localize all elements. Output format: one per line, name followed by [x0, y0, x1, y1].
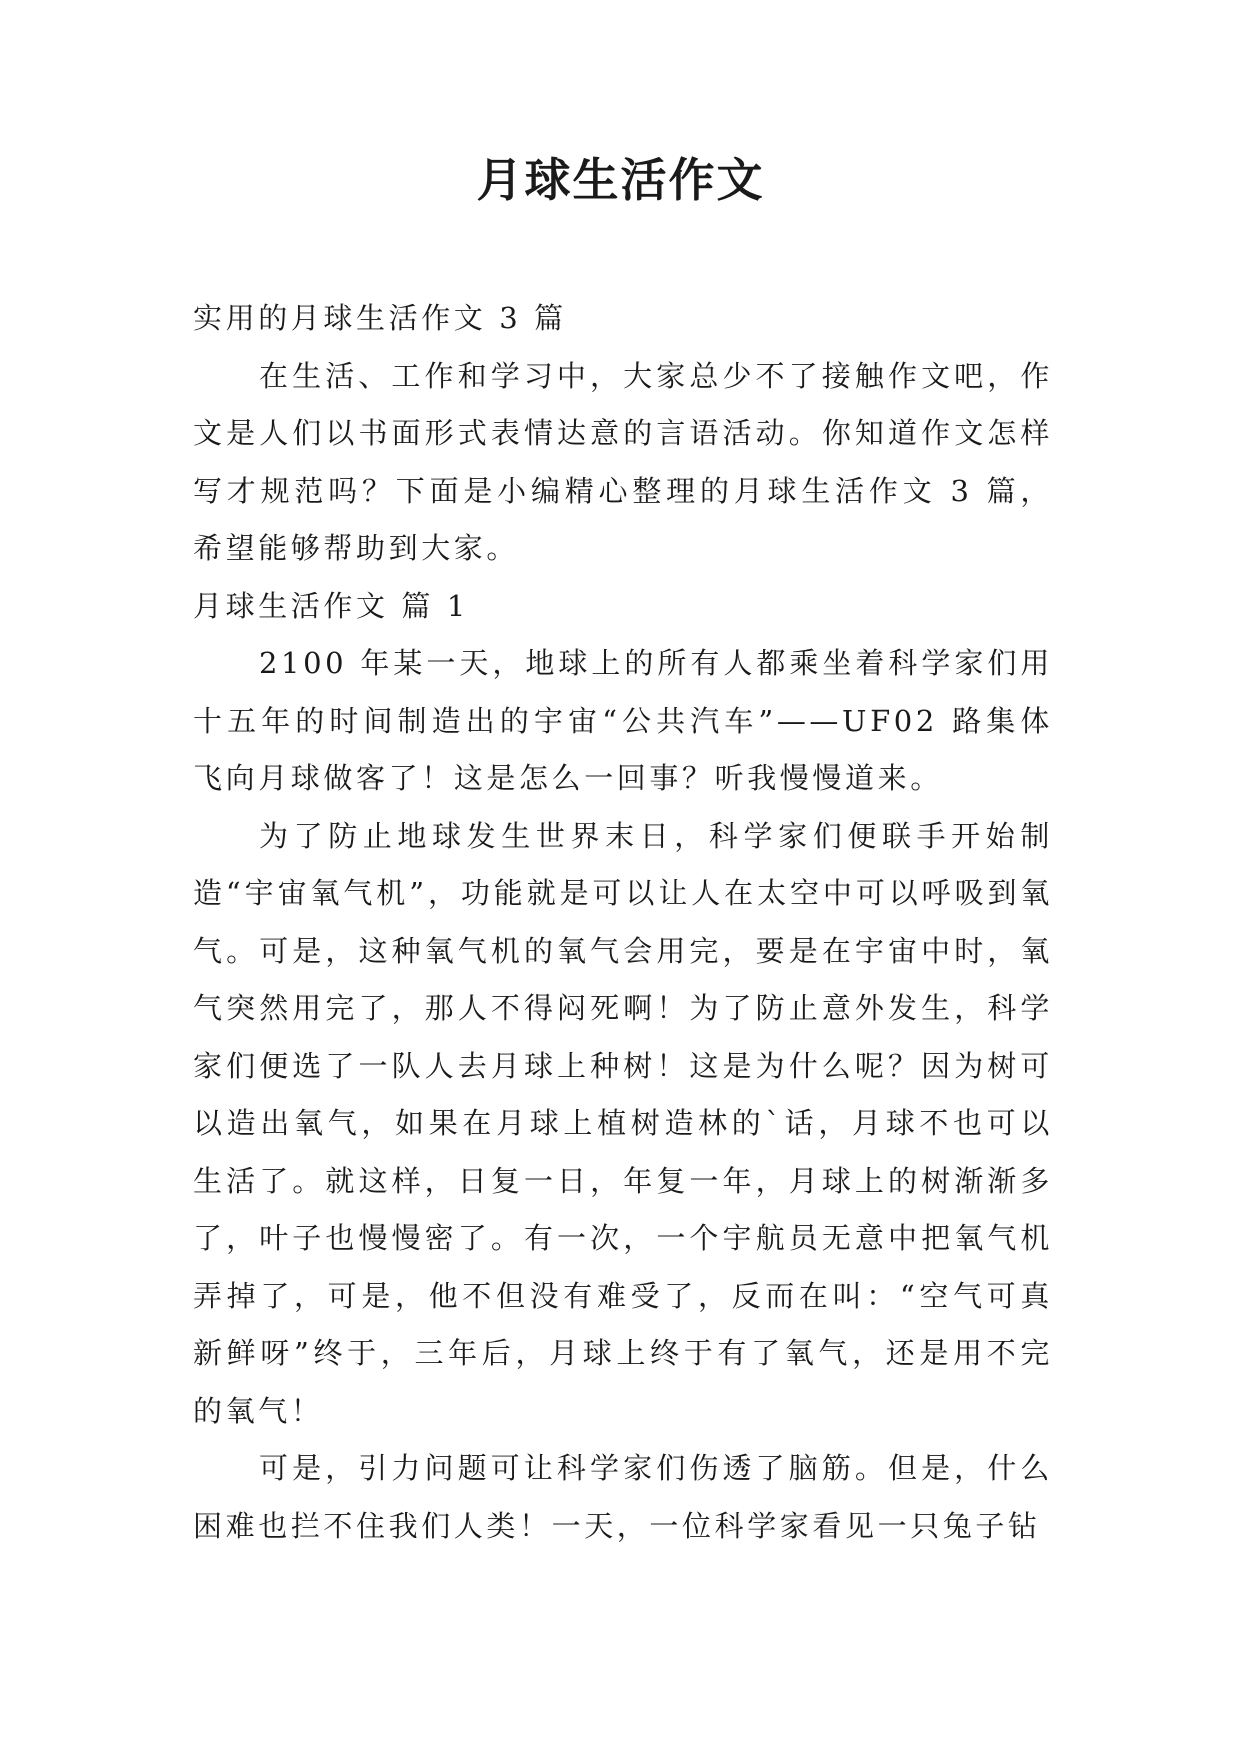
body-paragraph-1: 2100 年某一天，地球上的所有人都乘坐着科学家们用十五年的时间制造出的宇宙“公共汽车”——UF02 路集体飞向月球做客了！这是怎么一回事？听我慢慢道来。 — [193, 646, 1053, 795]
body-paragraph-2: 为了防止地球发生世界末日，科学家们便联手开始制造“宇宙氧气机”，功能就是可以让人在太空中可以呼吸到氧气。可是，这种氧气机的氧气会用完，要是在宇宙中时，氧气突然用完了，那人不得闷死啊！为了防止意外发生，科学家们便选了一队人去月球上种树！这是为什么呢？因为树可以造出氧气，如果在月球上植树造林的`话，月球不也可以生活了。就这样，日复一日，年复一年，月球上的树渐渐多了，叶子也慢慢密了。有一次，一个宇航员无意中把氧气机弄掉了，可是，他不但没有难受了，反而在叫：“空气可真新鲜呀”终于，三年后，月球上终于有了氧气，还是用不完的氧气！ — [193, 818, 1053, 1428]
intro-heading: 实用的月球生活作文 3 篇 — [193, 301, 567, 335]
document-title: 月球生活作文 — [476, 153, 765, 207]
body-paragraph-3: 可是，引力问题可让科学家们伤透了脑筋。但是，什么困难也拦不住我们人类！一天，一位科学家看见一只兔子钻 — [193, 1451, 1053, 1543]
document-body — [193, 290, 1053, 1555]
intro-paragraph: 在生活、工作和学习中，大家总少不了接触作文吧，作文是人们以书面形式表情达意的言语活动。你知道作文怎样写才规范吗？下面是小编精心整理的月球生活作文 3 篇，希望能够帮助到大家。 — [193, 358, 1053, 565]
section-heading-1: 月球生活作文 篇 1 — [193, 588, 469, 623]
